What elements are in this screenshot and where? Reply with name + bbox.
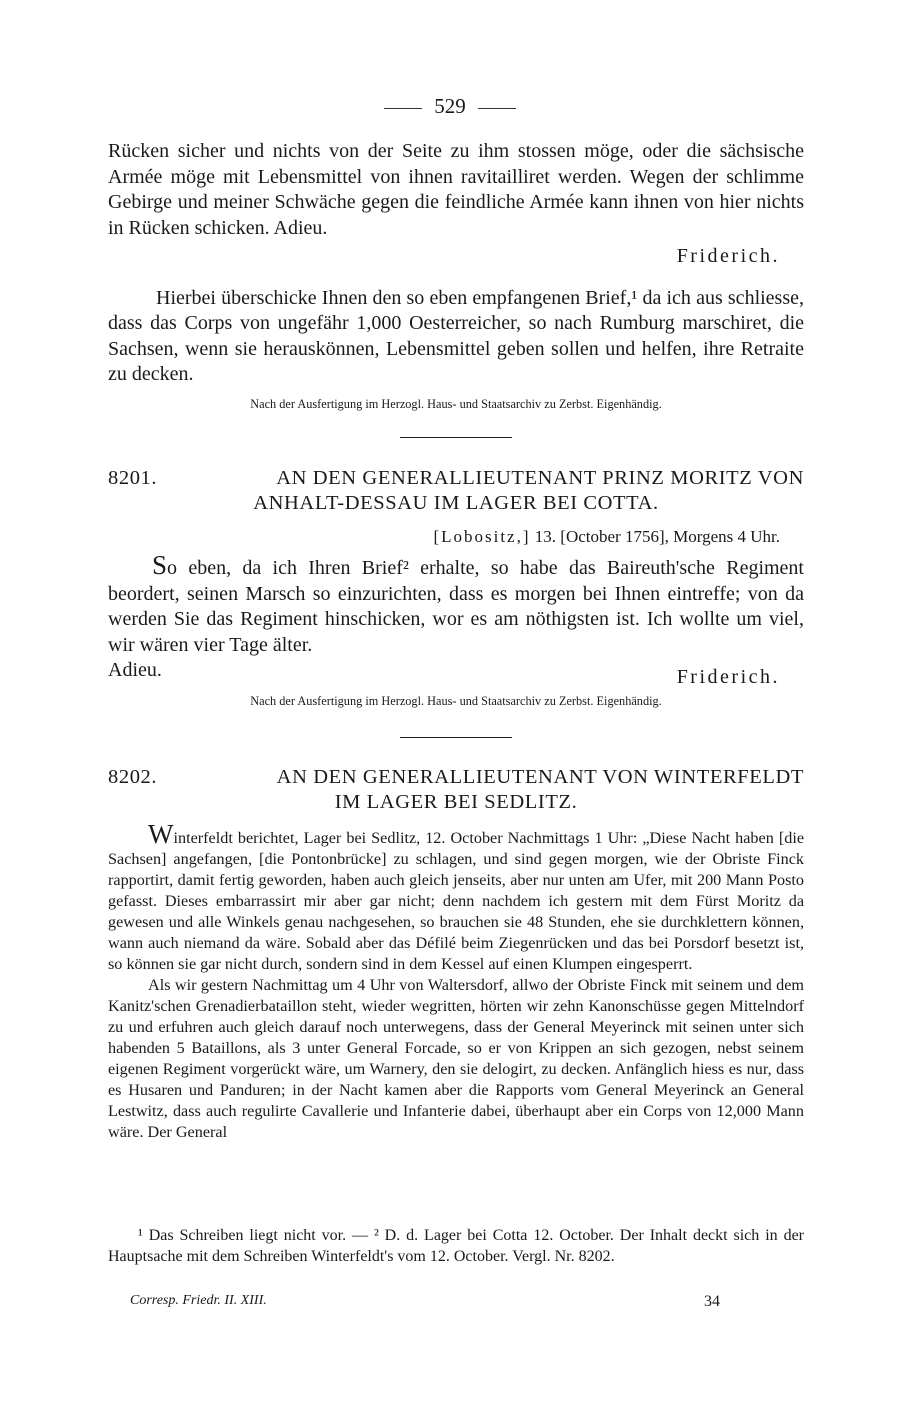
drop-cap: W bbox=[148, 819, 174, 849]
source-note: Nach der Ausfertigung im Herzogl. Haus- und Staatsarchiv zu Zerbst. Eigenhändig. bbox=[250, 694, 662, 708]
signature: Friderich. bbox=[676, 666, 780, 688]
heading-line-2: ANHALT-DESSAU IM LAGER BEI COTTA. bbox=[253, 492, 659, 514]
footnotes bbox=[108, 1225, 804, 1267]
page-footer bbox=[130, 1293, 720, 1309]
letter-paragraph bbox=[108, 819, 804, 975]
footer-citation: Corresp. Friedr. II. XIII. bbox=[130, 1293, 267, 1308]
letter-body-8201 bbox=[108, 550, 804, 715]
letter-paragraph bbox=[108, 550, 804, 658]
page-number-dash-left bbox=[384, 108, 422, 109]
continued-letter bbox=[108, 139, 804, 417]
footnote-text: ¹ Das Schreiben liegt nicht vor. — ² D. d. Lager bei Cotta 12. October. Der Inhalt deckt sich in der Hauptsache mit dem Schreiben Winterfeldt's vom 12. October. Vergl. Nr. 8202. bbox=[108, 1227, 804, 1265]
section-divider bbox=[400, 737, 512, 738]
heading-line-2: IM LAGER BEI SEDLITZ. bbox=[334, 791, 578, 813]
signature: Friderich. bbox=[676, 245, 780, 267]
letter-number: 8202. bbox=[108, 766, 158, 788]
continued-paragraph: Rücken sicher und nichts von der Seite zu ihm stossen möge, oder die sächsische Armée möge mit Lebensmittel von ihnen ravitailliret werden. Wegen der schlimme Gebirge und meiner Schwäche gegen die feindliche Armée kann ihnen von hier nichts in Rücken schicken. Adieu. bbox=[108, 140, 804, 239]
letter-number: 8201. bbox=[108, 467, 158, 489]
source-note: Nach der Ausfertigung im Herzogl. Haus- und Staatsarchiv zu Zerbst. Eigenhändig. bbox=[250, 396, 662, 411]
dateline-place: [Lobositz,] bbox=[433, 527, 531, 546]
dateline bbox=[433, 527, 780, 547]
letter-text: o eben, da ich Ihren Brief² erhalte, so habe das Baireuth'sche Regiment beordert, seinen Marsch so einzurichten, dass es morgen bei Ihnen eintreffe; von da werden Sie das Regiment hinschicken, wor es am nöthigsten ist. Ich wollte um viel, wir wären vier Tage älter. bbox=[108, 557, 804, 656]
page-number-dash-right bbox=[478, 108, 516, 109]
closing-line bbox=[108, 658, 804, 688]
heading-line-1: AN DEN GENERALLIEUTENANT PRINZ MORITZ VON bbox=[276, 467, 804, 489]
letter-body-8202 bbox=[108, 819, 804, 1143]
section-divider bbox=[400, 437, 512, 438]
page-number-text: 529 bbox=[434, 94, 466, 118]
postscript-paragraph: Hierbei überschicke Ihnen den so eben empfangenen Brief,¹ da ich aus schliesse, dass das Corps von ungefähr 1,000 Oesterreicher, so nach Rumburg marschiret, die Sachsen, wenn sie herauskönnen, Lebensmittel geben sollen und helfen, ihre Retraite zu decken. bbox=[108, 286, 804, 385]
letter-text: interfeldt berichtet, Lager bei Sedlitz, 12. October Nachmittags 1 Uhr: „Diese Nacht haben [die Sachsen] angefangen, [die Pontonbrücke] zu schlagen, und sind gegen morgen, wie der Obriste Finck rapportirt, damit fertig geworden, haben auch gleich jenseits, aber nur unten am Ufer, mit 200 Mann Posto gefasst. Dieses embarrassirt mir aber gar nicht; denn nachdem ich gestern mit dem Fürst Moritz da gewesen und alle Winkels genau nachgesehen, so brauchen sie 48 Stunden, ehe sie durchklettern können, wann auch niemand da wäre. Sobald aber das Défilé beim Ziegenrücken und das bei Porsdorf besetzt ist, so können sie gar nicht durch, sondern sind in dem Kessel auf einen Klumpen eingesperrt. bbox=[108, 829, 804, 973]
dateline-date: 13. [October 1756], Morgens 4 Uhr. bbox=[534, 527, 780, 546]
drop-cap: S bbox=[152, 550, 168, 580]
closing-word: Adieu. bbox=[108, 659, 162, 681]
letter-paragraph: Als wir gestern Nachmittag um 4 Uhr von Waltersdorf, allwo der Obriste Finck mit seinem und dem Kanitz'schen Grenadierbataillon steht, wieder wegritten, hörten wir zehn Kanonschüsse gegen Mittelndorf zu und erfuhren auch gleich darauf noch unterwegens, dass der General Meyerinck mit seinen unter sich habenden 5 Bataillons, als 3 unter General Forcade, so er von Krippen an sich gezogen, nebst seinem eigenen Regiment vorgerückt wäre, um Warnery, den sie delogirt, zu decken. Anfänglich hiess es nur, dass es Husaren und Panduren; in der Nacht kamen aber die Rapports vom General Meyerinck an General Lestwitz, dass auch regulirte Cavallerie und Infanterie dabei, überhaupt aber ein Corps von 12,000 Mann wäre. Der General bbox=[108, 976, 804, 1141]
footer-sheet-number: 34 bbox=[704, 1293, 720, 1310]
heading-line-1: AN DEN GENERALLIEUTENANT VON WINTERFELDT bbox=[276, 766, 804, 788]
page-number bbox=[0, 94, 900, 119]
